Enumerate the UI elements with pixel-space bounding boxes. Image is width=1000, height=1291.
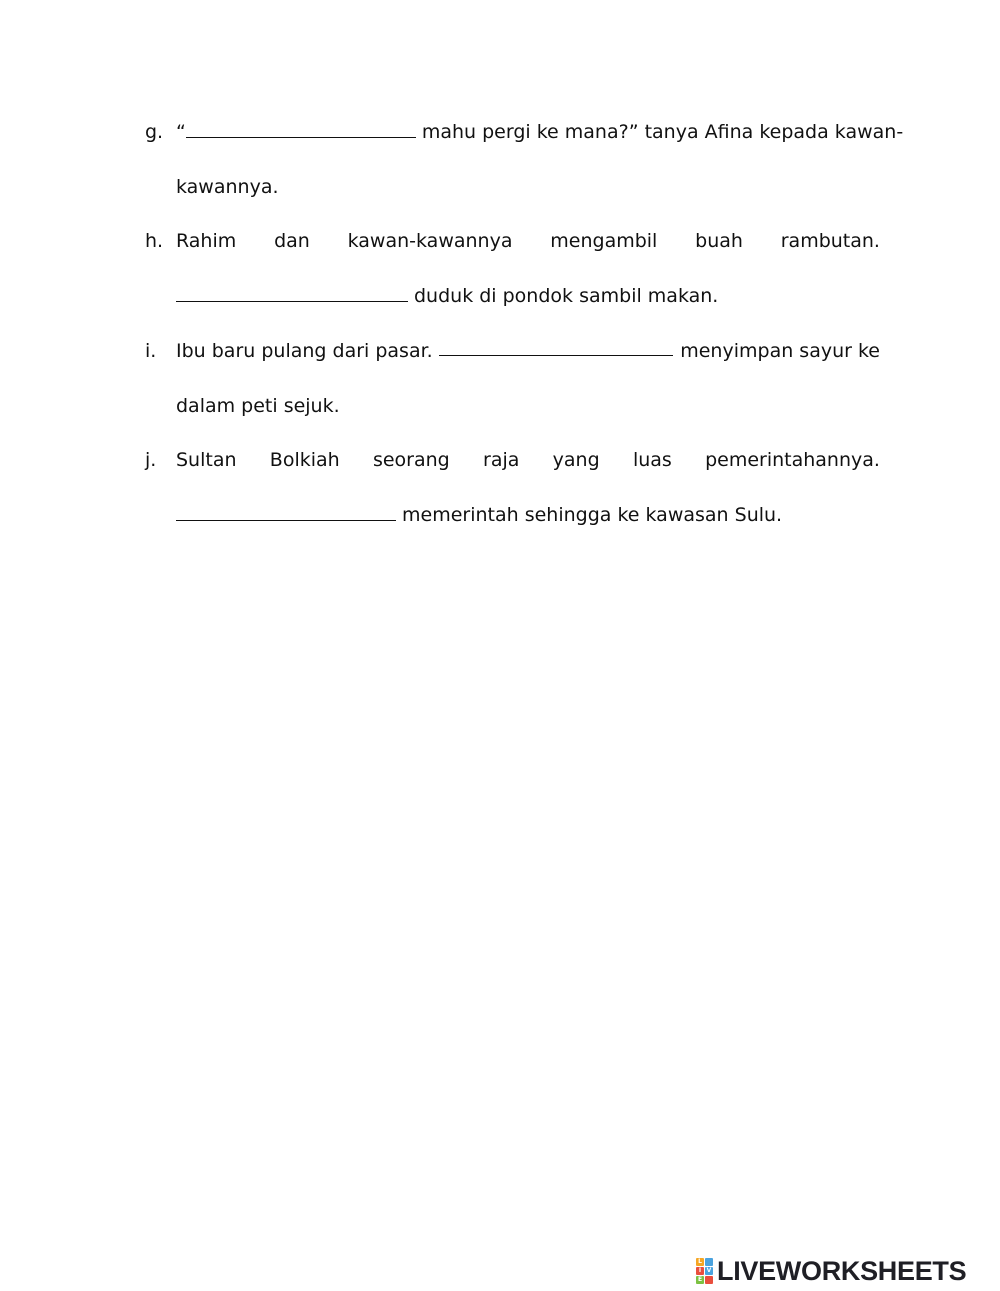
question-i-line1 — [145, 336, 880, 366]
logo-icon — [696, 1258, 713, 1284]
logo-icon-letter: I — [696, 1267, 704, 1275]
question-h-line2 — [176, 281, 880, 311]
answer-blank-j[interactable] — [176, 501, 396, 521]
word: raja — [483, 449, 520, 471]
question-g-line2: kawannya. — [176, 176, 279, 198]
word: Sultan — [176, 449, 237, 471]
answer-blank-i[interactable] — [439, 336, 673, 356]
question-text: Ibu baru pulang dari pasar. — [176, 340, 433, 362]
answer-blank-g[interactable] — [186, 118, 416, 138]
question-text: memerintah sehingga ke kawasan Sulu. — [402, 504, 783, 526]
question-text: mahu pergi ke mana?” tanya Afina kepada kawan- — [421, 121, 904, 143]
liveworksheets-logo[interactable] — [696, 1256, 966, 1286]
question-text: menyimpan sayur ke — [680, 340, 880, 362]
answer-blank-h[interactable] — [176, 282, 408, 302]
word: yang — [552, 449, 600, 471]
word: seorang — [372, 449, 450, 471]
logo-icon-letter: E — [697, 1276, 703, 1283]
word: mengambil — [550, 230, 658, 252]
question-g-line1 — [145, 117, 904, 147]
word: kawan-kawannya — [347, 230, 513, 252]
question-j-line2 — [176, 500, 880, 530]
word: rambutan. — [780, 230, 880, 252]
word: Bolkiah — [269, 449, 340, 471]
question-h-line1 — [145, 226, 880, 256]
word: pemerintahannya. — [705, 449, 880, 471]
word: luas — [632, 449, 672, 471]
question-letter: h. — [145, 230, 164, 252]
open-quote: “ — [176, 121, 186, 143]
word: dan — [274, 230, 310, 252]
word: buah — [695, 230, 743, 252]
word: Rahim — [176, 230, 237, 252]
logo-icon-letter: V — [706, 1267, 712, 1274]
question-letter: g. — [145, 121, 164, 143]
question-letter: i. — [145, 340, 157, 362]
question-text: duduk di pondok sambil makan. — [414, 285, 719, 307]
question-letter: j. — [145, 449, 157, 471]
logo-text: LIVEWORKSHEETS — [717, 1255, 967, 1286]
logo-icon-letter: L — [696, 1258, 704, 1266]
question-j-line1 — [145, 445, 880, 475]
question-i-line2: dalam peti sejuk. — [176, 395, 340, 417]
